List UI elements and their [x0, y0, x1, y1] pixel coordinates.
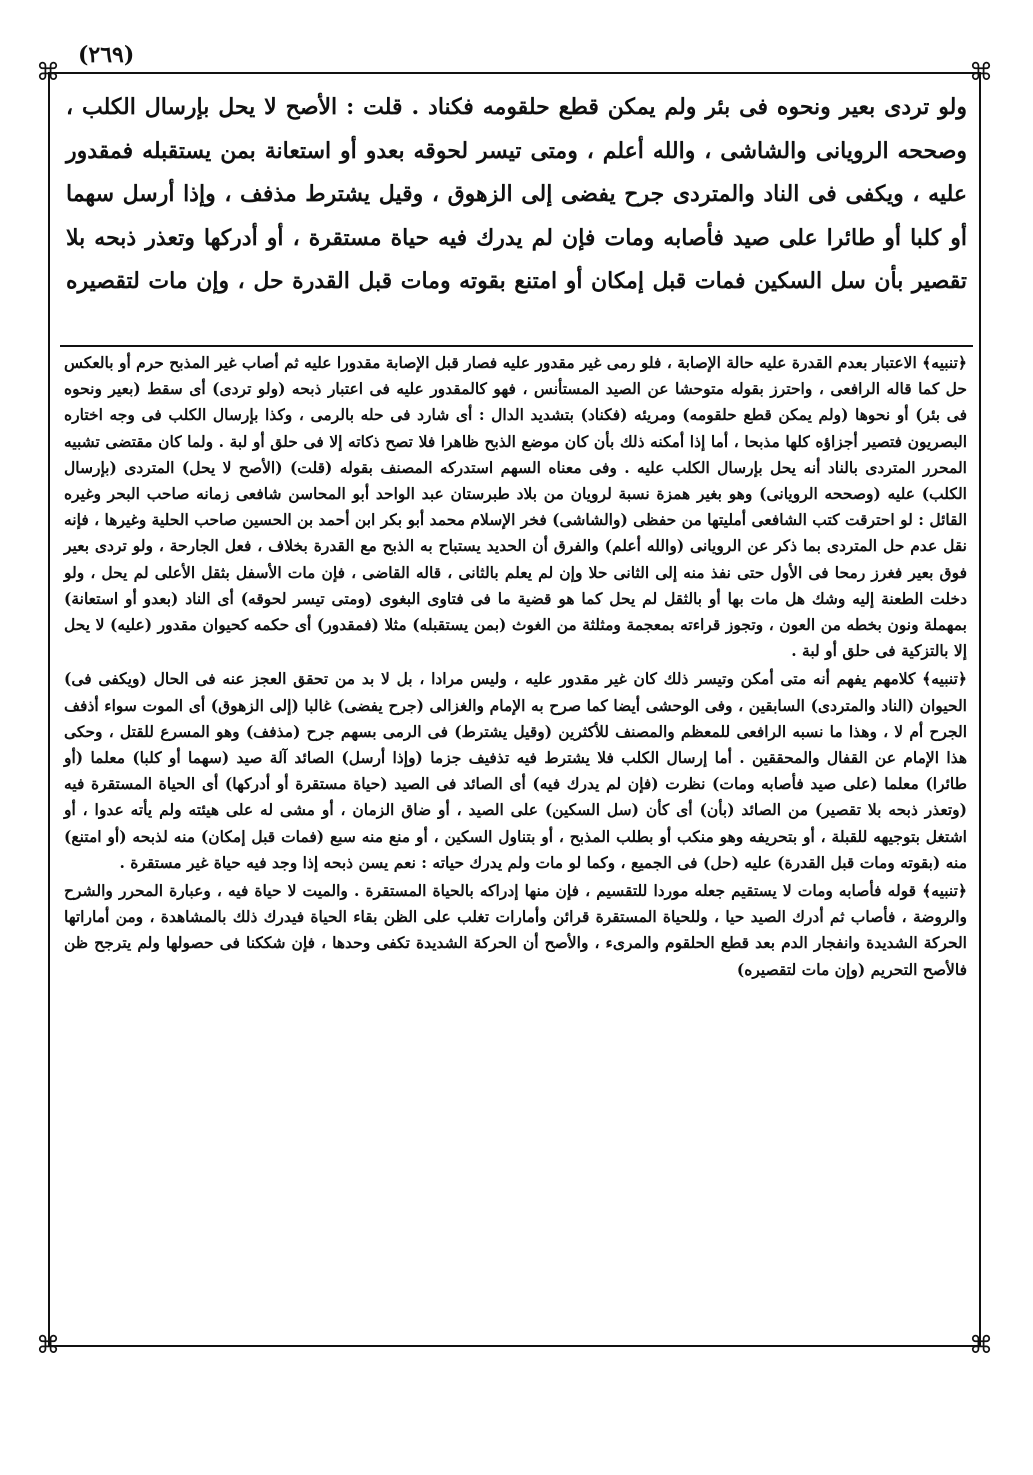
- commentary-text: كلامهم يفهم أنه متى أمكن وتيسر ذلك كان غير مقدور عليه ، وليس مرادا ، بل لا بد من تحقق العجز عنه فى الحال (ويكفى فى) الحيوان (الناد والمتردى) السابقين ، وفى الوحشى أيضا كما صرح به الإمام والغزالى (جرح يفضى) غالبا (إلى الزهوق) أى الموت سواء أذفف الجرح أم لا ، وهذا ما نسبه الرافعى للمعظم والمصنف للأكثرين (وقيل يشترط) فى الرمى بسهم جرح (مذفف) وهو المسرع للقتل ، وحكى هذا الإمام عن القفال والمحققين . أما إرسال الكلب فلا يشترط فيه تذفيف جزما (وإذا أرسل) الصائد آلة صيد (سهما أو كلبا) معلما (أو طائرا) معلما (على صيد فأصابه ومات) نظرت (فإن لم يدرك فيه) أى الصائد فى الصيد (حياة مستقرة أو أدركها) أى الحياة المستقرة فيه (وتعذر ذبحه بلا تقصير) من الصائد (بأن) أى كأن (سل السكين) على الصيد ، أو ضاق الزمان ، أو مشى له على هيئته ولم يأته عدوا ، أو اشتغل بتوجيهه للقبلة ، أو بتحريفه وهو منكب أو بطلب المذبح ، أو بتناول السكين ، أو منع منه سبع (فمات قبل إمكان) منه لذبحه (أو امتنع) منه (بقوته ومات قبل القدرة) عليه (حل) فى الجميع ، وكما لو مات ولم يدرك حياته : نعم يسن ذبحه إذا وجد فيه حياة غير مستقرة .: [64, 669, 967, 872]
- corner-ornament-icon: ⌘: [36, 1331, 60, 1359]
- corner-ornament-icon: ⌘: [36, 58, 60, 86]
- frame-top-border: [48, 72, 981, 74]
- section-divider: [60, 345, 973, 347]
- commentary-paragraph: [64, 350, 967, 664]
- note-marker: ﴿تنبيه﴾: [922, 881, 967, 901]
- frame-left-border: [48, 72, 50, 1345]
- note-marker: ﴿تنبيه﴾: [922, 669, 967, 689]
- commentary-paragraph: [64, 666, 967, 876]
- commentary-block: [64, 350, 967, 985]
- frame-bottom-border: [48, 1345, 981, 1347]
- note-marker: ﴿تنبيه﴾: [922, 353, 967, 372]
- main-text-paragraph: ولو تردى بعير ونحوه فى بئر ولم يمكن قطع حلقومه فكناد . قلت : الأصح لا يحل بإرسال الكلب ، وصححه الرويانى والشاشى ، والله أعلم ، ومتى تيسر لحوقه بعدو أو استعانة بمن يستقبله فمقدور عليه ، ويكفى فى الناد والمتردى جرح يفضى إلى الزهوق ، وقيل يشترط مذفف ، وإذا أرسل سهما أو كلبا أو طائرا على صيد فأصابه ومات فإن لم يدرك فيه حياة مستقرة ، أو أدركها وتعذر ذبحه بلا تقصير بأن سل السكين فمات قبل إمكان أو امتنع بقوته ومات قبل القدرة حل ، وإن مات لتقصيره: [66, 94, 967, 294]
- commentary-paragraph: [64, 878, 967, 983]
- commentary-text: الاعتبار بعدم القدرة عليه حالة الإصابة ، فلو رمى غير مقدور عليه فصار قبل الإصابة مقدورا عليه ثم أصاب غير المذبح حرم أو بالعكس حل كما قاله الرافعى ، واحترز بقوله متوحشا عن الصيد المستأنس ، فهو كالمقدور عليه فى اعتبار ذبحه (ولو تردى) أى سقط (بعير ونحوه فى بئر) أو نحوها (ولم يمكن قطع حلقومه) ومريئه (فكناد) بتشديد الدال : أى شارد فى حله بالرمى ، وكذا بإرسال الكلب فى وجه اختاره البصريون فتصير أجزاؤه كلها مذبحا ، أما إذا أمكنه ذلك بأن كان موضع الذبح ظاهرا فلا تصح ذكاته إلا فى حلق أو لبة . ولما كان مقتضى تشبيه المحرر المتردى بالناد أنه يحل بإرسال الكلب عليه . وفى معناه السهم استدركه المصنف بقوله (قلت) (الأصح لا يحل) المتردى (بإرسال الكلب) عليه (وصححه الرويانى) وهو بغير همزة نسبة لرويان من بلاد طبرستان عبد الواحد أبو المحاسن شافعى زمانه صاحب البحر وغيره القائل : لو احترقت كتب الشافعى أمليتها من حفظى (والشاشى) فخر الإسلام محمد أبو بكر ابن أحمد بن الحسين صاحب الحلية وغيرها ، فإنه نقل عدم حل المتردى بما ذكر عن الرويانى (والله أعلم) والفرق أن الحديد يستباح به الذبح مع القدرة بخلاف ، فعل الجارحة ، ولو تردى بعير فوق بعير فغرز رمحا فى الأول حتى نفذ منه إلى الثانى حلا وإن لم يعلم بالثانى ، قاله القاضى ، فإن مات الأسفل بثقل الأعلى لم يحل ، ولو دخلت الطعنة إليه وشك هل مات بها أو بالثقل لم يحل كما هو قضية ما فى فتاوى البغوى (ومتى تيسر لحوقه) أى الناد (بعدو أو استعانة) بمهملة ونون بخطه من العون ، وتجوز قراءته بمعجمة ومثلثة من الغوث (بمن يستقبله) مثلا (فمقدور) أى حكمه كحيوان مقدور (عليه) لا يحل إلا بالتزكية فى حلق أو لبة .: [64, 353, 967, 661]
- corner-ornament-icon: ⌘: [969, 58, 993, 86]
- page-number: (٢٦٩): [78, 42, 135, 68]
- frame-right-border: [979, 72, 981, 1345]
- corner-ornament-icon: ⌘: [969, 1331, 993, 1359]
- commentary-text: قوله فأصابه ومات لا يستقيم جعله موردا للتقسيم ، فإن منها إدراكه بالحياة المستقرة . والميت لا حياة فيه ، وعبارة المحرر والشرح والروضة ، فأصاب ثم أدرك الصيد حيا ، وللحياة المستقرة قرائن وأمارات تغلب على الظن بقاء الحياة فيدرك ذلك بالمشاهدة ، ومن أماراتها الحركة الشديدة وانفجار الدم بعد قطع الحلقوم والمرىء ، والأصح أن الحركة الشديدة تكفى وحدها ، فإن شككنا فى حصولها ولم يترجح ظن فالأصح التحريم (وإن مات لتقصيره): [64, 881, 967, 979]
- main-text-block: [66, 86, 967, 304]
